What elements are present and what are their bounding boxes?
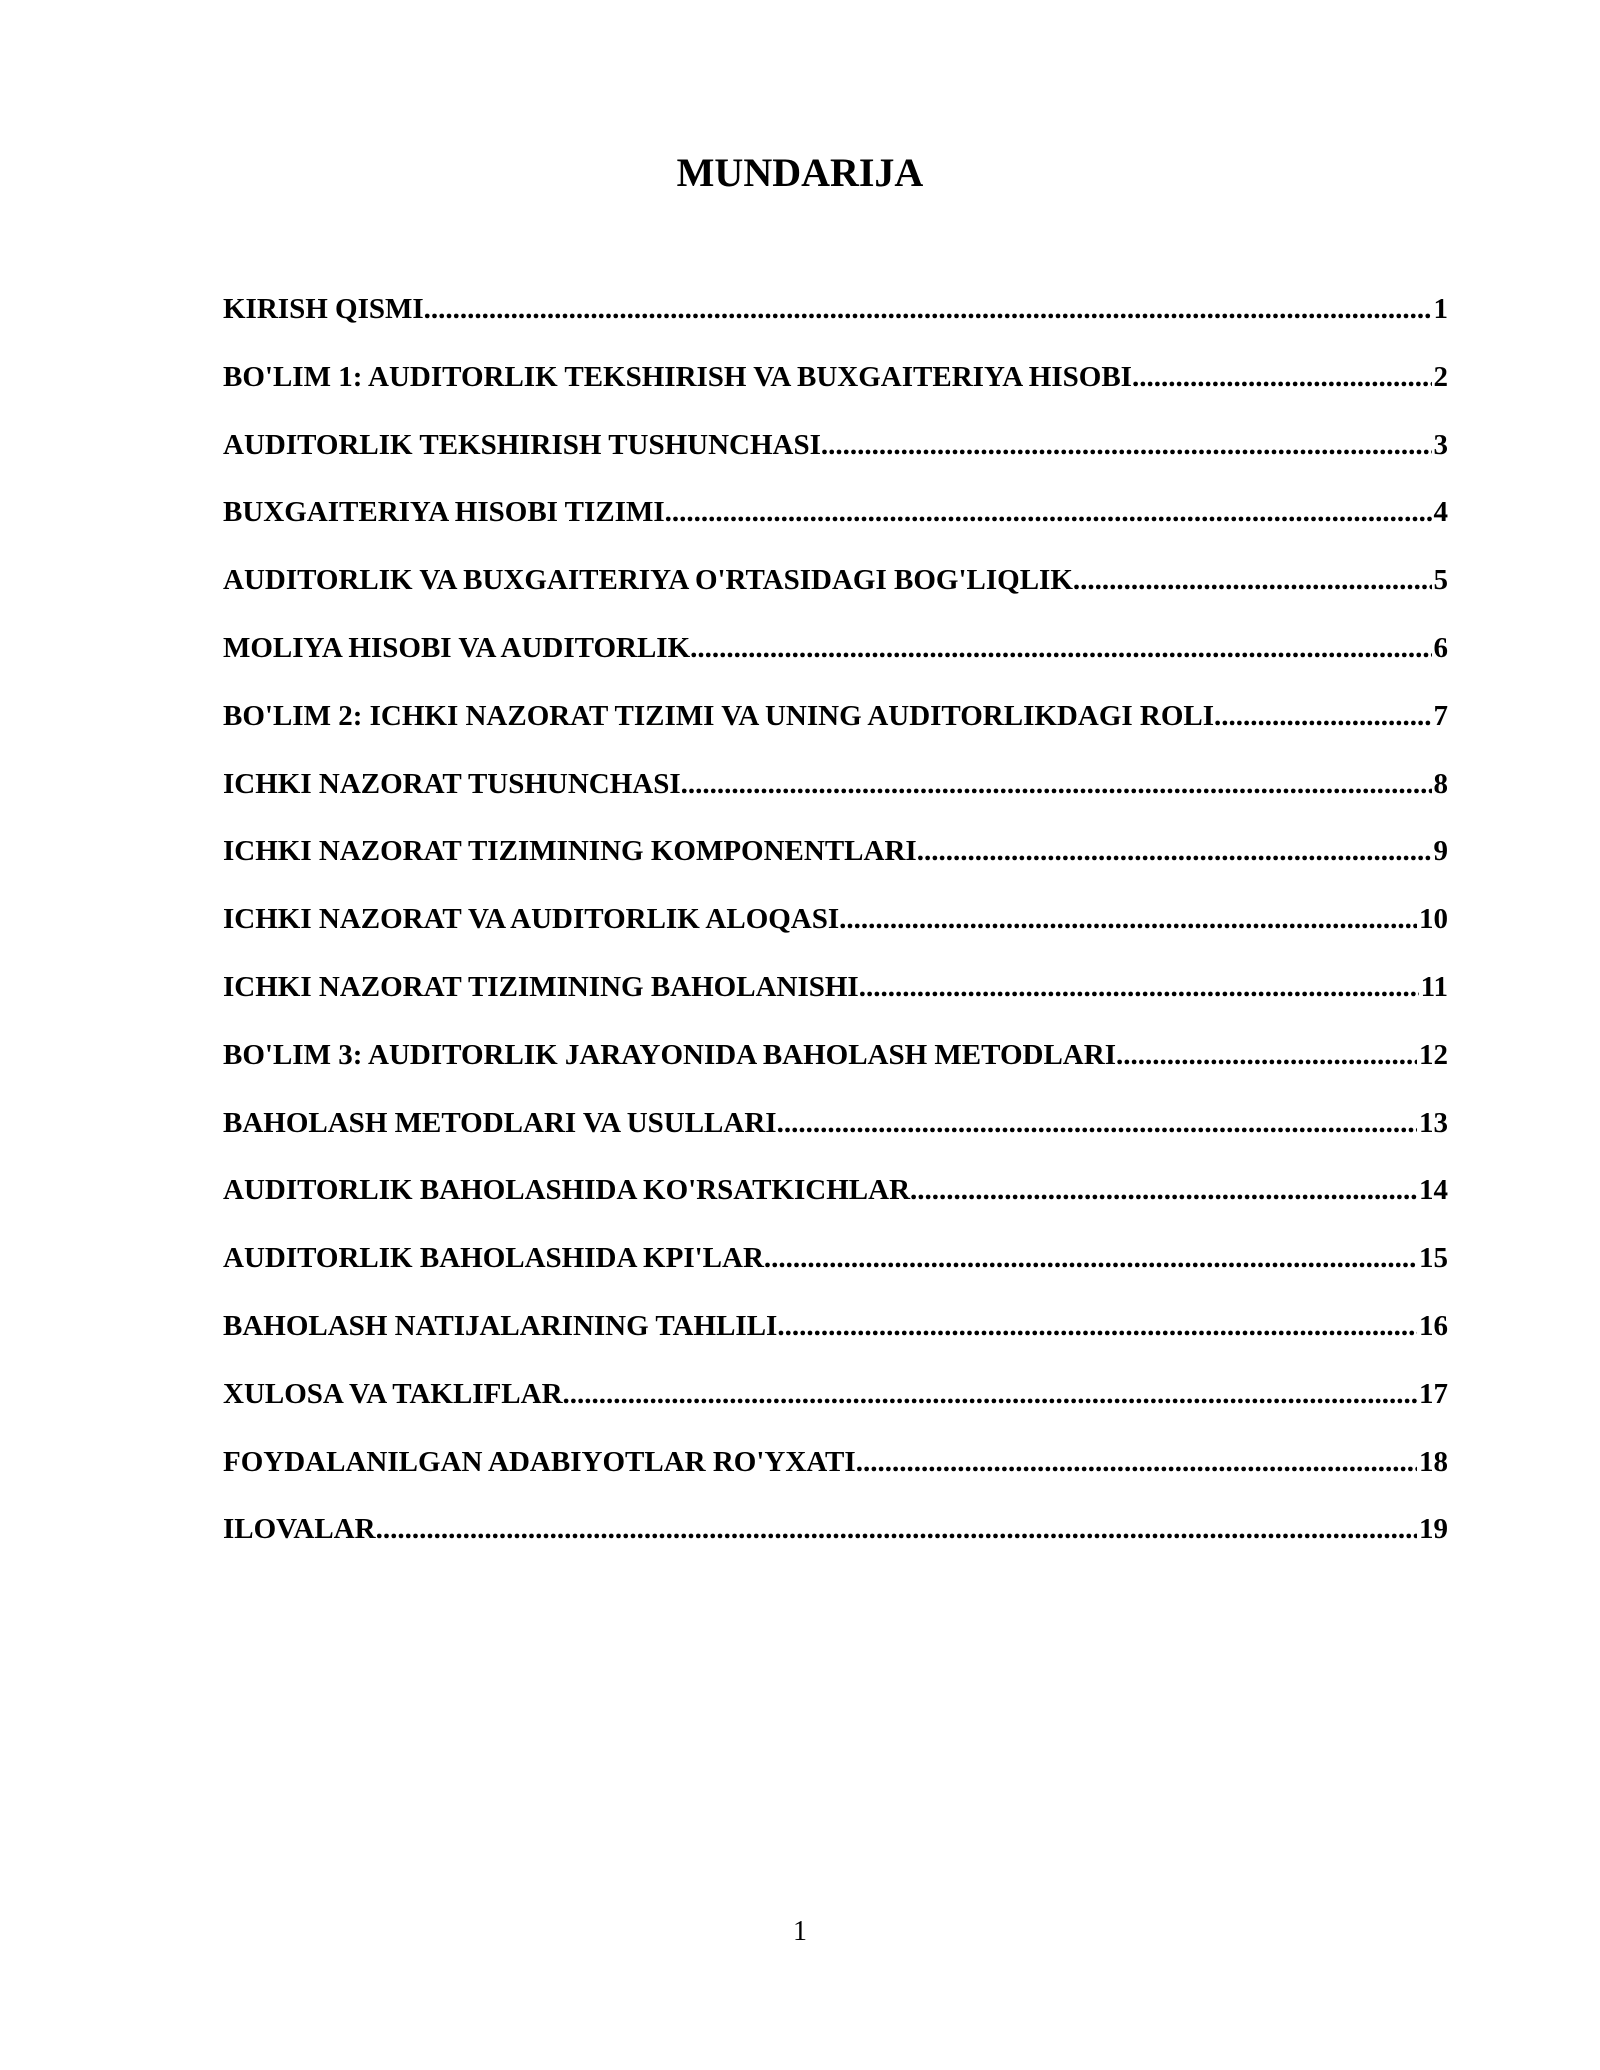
toc-entry[interactable] xyxy=(223,1036,1448,1104)
toc-leader-dots xyxy=(563,1375,1417,1413)
toc-leader-dots xyxy=(1214,697,1431,735)
toc-entry-label: BO'LIM 3: AUDITORLIK JARAYONIDA BAHOLASH METODLARI xyxy=(223,1038,1116,1071)
toc-leader-dots xyxy=(1073,561,1432,599)
toc-entry-label: FOYDALANILGAN ADABIYOTLAR RO'YXATI xyxy=(223,1445,856,1478)
toc-leader-dots xyxy=(1132,358,1432,396)
toc-leader-dots xyxy=(821,426,1432,464)
toc-entry-label: MOLIYA HISOBI VA AUDITORLIK xyxy=(223,631,691,664)
toc-entry-page: 12 xyxy=(1419,1038,1448,1071)
toc-entry-label: BO'LIM 1: AUDITORLIK TEKSHIRISH VA BUXGAITERIYA HISOBI xyxy=(223,360,1132,393)
toc-entry[interactable] xyxy=(223,561,1448,629)
toc-entry-page: 8 xyxy=(1433,767,1448,800)
toc-entry[interactable] xyxy=(223,1443,1448,1511)
toc-entry-label: BO'LIM 2: ICHKI NAZORAT TIZIMI VA UNING AUDITORLIKDAGI ROLI xyxy=(223,699,1215,732)
toc-entry[interactable] xyxy=(223,765,1448,833)
toc-entry[interactable] xyxy=(223,358,1448,426)
toc-entry-label: ICHKI NAZORAT TIZIMINING BAHOLANISHI xyxy=(223,970,859,1003)
toc-entry-label: XULOSA VA TAKLIFLAR xyxy=(223,1377,563,1410)
page-number: 1 xyxy=(793,1916,807,1947)
toc-leader-dots xyxy=(859,968,1419,1006)
toc-entry-label: AUDITORLIK BAHOLASHIDA KPI'LAR xyxy=(223,1242,764,1275)
toc-entry-label: BUXGAITERIYA HISOBI TIZIMI xyxy=(223,496,665,529)
toc-leader-dots xyxy=(910,1171,1417,1209)
toc-entry-label: ICHKI NAZORAT TIZIMINING KOMPONENTLARI xyxy=(223,835,917,868)
toc-entry[interactable] xyxy=(223,900,1448,968)
toc-entry[interactable] xyxy=(223,697,1448,765)
toc-leader-dots xyxy=(376,1510,1417,1548)
toc-entry[interactable] xyxy=(223,1375,1448,1443)
toc-entry[interactable] xyxy=(223,1307,1448,1375)
toc-leader-dots xyxy=(777,1307,1417,1345)
toc-leader-dots xyxy=(690,629,1431,667)
toc-entry-page: 2 xyxy=(1433,360,1448,393)
toc-entry[interactable] xyxy=(223,1104,1448,1172)
toc-entry-label: AUDITORLIK VA BUXGAITERIYA O'RTASIDAGI BOG'LIQLIK xyxy=(223,564,1073,597)
toc-entry-page: 6 xyxy=(1433,631,1448,664)
table-of-contents xyxy=(223,290,1448,1578)
toc-entry[interactable] xyxy=(223,1510,1448,1578)
toc-entry-page: 4 xyxy=(1433,496,1448,529)
toc-entry-label: ICHKI NAZORAT VA AUDITORLIK ALOQASI xyxy=(223,903,840,936)
toc-entry-page: 5 xyxy=(1433,564,1448,597)
toc-entry-page: 17 xyxy=(1419,1377,1448,1410)
toc-entry[interactable] xyxy=(223,493,1448,561)
toc-leader-dots xyxy=(777,1104,1417,1142)
toc-entry-label: KIRISH QISMI xyxy=(223,293,424,325)
toc-entry-label: BAHOLASH NATIJALARINING TAHLILI xyxy=(223,1309,778,1342)
toc-entry-page: 3 xyxy=(1433,428,1448,461)
toc-entry-page: 13 xyxy=(1419,1106,1448,1139)
toc-entry-page: 14 xyxy=(1419,1174,1448,1207)
toc-entry-page: 1 xyxy=(1433,293,1448,325)
toc-leader-dots xyxy=(1116,1036,1417,1074)
toc-leader-dots xyxy=(665,493,1432,531)
toc-entry-page: 18 xyxy=(1419,1445,1448,1478)
toc-entry[interactable] xyxy=(223,832,1448,900)
toc-entry-page: 10 xyxy=(1419,903,1448,936)
toc-leader-dots xyxy=(856,1443,1417,1481)
page-title: MUNDARIJA xyxy=(676,150,924,195)
toc-entry-label: ILOVALAR xyxy=(223,1513,376,1546)
toc-leader-dots xyxy=(681,765,1432,803)
toc-leader-dots xyxy=(839,900,1417,938)
toc-entry[interactable] xyxy=(223,1239,1448,1307)
toc-leader-dots xyxy=(917,832,1432,870)
toc-entry-label: AUDITORLIK BAHOLASHIDA KO'RSATKICHLAR xyxy=(223,1174,911,1207)
toc-leader-dots xyxy=(424,290,1432,328)
toc-entry[interactable] xyxy=(223,968,1448,1036)
toc-entry-page: 11 xyxy=(1420,970,1448,1003)
toc-entry[interactable] xyxy=(223,290,1448,358)
toc-entry-page: 7 xyxy=(1433,699,1448,732)
toc-entry[interactable] xyxy=(223,629,1448,697)
toc-entry-page: 9 xyxy=(1433,835,1448,868)
toc-entry-label: AUDITORLIK TEKSHIRISH TUSHUNCHASI xyxy=(223,428,821,461)
toc-entry-page: 16 xyxy=(1419,1309,1448,1342)
toc-entry-page: 19 xyxy=(1419,1513,1448,1546)
toc-leader-dots xyxy=(764,1239,1417,1277)
toc-entry[interactable] xyxy=(223,426,1448,494)
toc-entry-label: ICHKI NAZORAT TUSHUNCHASI xyxy=(223,767,681,800)
toc-entry-page: 15 xyxy=(1419,1242,1448,1275)
toc-entry[interactable] xyxy=(223,1171,1448,1239)
toc-entry-label: BAHOLASH METODLARI VA USULLARI xyxy=(223,1106,777,1139)
